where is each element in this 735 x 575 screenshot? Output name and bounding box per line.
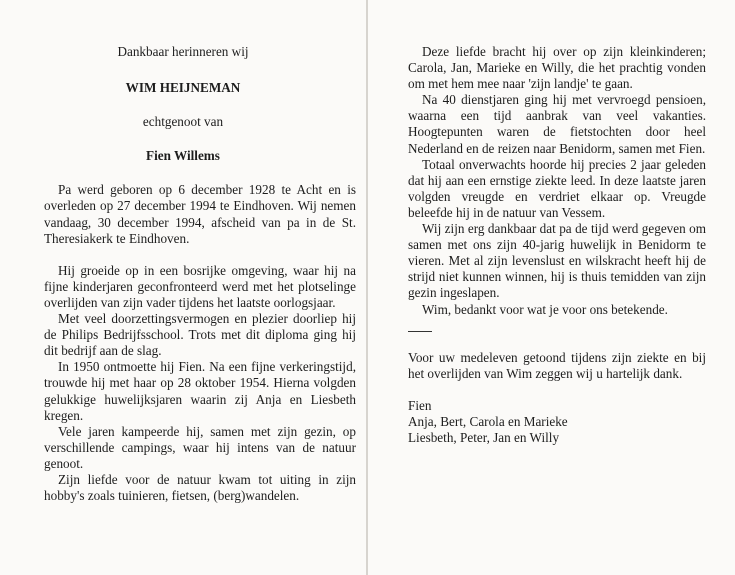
left-page-text bbox=[44, 44, 356, 504]
signature-line: Anja, Bert, Carola en Marieke bbox=[408, 413, 568, 429]
paragraph-birth-death: Pa werd geboren op 6 december 1928 te Acht en is overleden op 27 december 1994 te Eindhoven. Wij nemen vandaag, 30 december 1994, afscheid van pa in de St. Theresiakerk te Eindhoven. bbox=[44, 182, 356, 246]
paragraph-camping: Vele jaren kampeerde hij, samen met zijn gezin, op verschillende campings, waar hij intens van de natuur genoot. bbox=[44, 423, 356, 471]
right-page bbox=[368, 0, 735, 575]
paragraph-youth: Hij groeide op in een bosrijke omgeving, waar hij na fijne kinderjaren geconfronteerd werd met het plotselinge overlijden van zijn vader tijdens het laatste oorlogsjaar. bbox=[44, 262, 356, 310]
paragraph-retirement: Na 40 dienstjaren ging hij met vervroegd pensioen, waarna een tijd aanbrak van veel vakanties. Hoogtepunten waren de fietstochten door heel Nederland en de reizen naar Benidorm, samen met Fien. bbox=[408, 92, 706, 156]
left-page bbox=[0, 0, 366, 575]
intro-line: Dankbaar herinneren wij bbox=[117, 44, 249, 59]
paragraph-farewell: Wim, bedankt voor wat je voor ons betekende. bbox=[422, 301, 668, 317]
spouse-label: echtgenoot van bbox=[142, 114, 224, 130]
right-page-text bbox=[408, 44, 706, 446]
paragraph-gratitude: Wij zijn erg dankbaar dat pa de tijd werd gegeven om samen met ons zijn 40-jarig huwelijk in Benidorm te vieren. Met al zijn levenslust en wilskracht heeft hij de strijd niet kunnen winnen, hij is thuis temidden van zijn gezin ingeslapen. bbox=[408, 221, 706, 301]
signature-line: Liesbeth, Peter, Jan en Willy bbox=[408, 429, 560, 445]
paragraph-hobbies: Zijn liefde voor de natuur kwam tot uiting in zijn hobby's zoals tuinieren, fietsen, (berg)wandelen. bbox=[44, 471, 356, 504]
thanks-paragraph: Voor uw medeleven getoond tijdens zijn ziekte en bij het overlijden van Wim zeggen wij u hartelijk dank. bbox=[408, 349, 706, 381]
signature-line: Fien bbox=[408, 397, 432, 413]
paragraph-grandchildren: Deze liefde bracht hij over op zijn kleinkinderen; Carola, Jan, Marieke en Willy, die het prachtig vonden om met hem mee naar 'zijn landje' te gaan. bbox=[408, 44, 706, 92]
paragraph-marriage: In 1950 ontmoette hij Fien. Na een fijne verkeringstijd, trouwde hij met haar op 28 oktober 1954. Hierna volgden gelukkige huwelijksjaren waarin zij Anja en Liesbeth kregen. bbox=[44, 359, 356, 423]
spouse-name: Fien Willems bbox=[146, 148, 220, 164]
paragraph-school: Met veel doorzettingsvermogen en plezier doorliep hij de Philips Bedrijfsschool. Trots met dit diploma ging hij dit bedrijf aan de slag. bbox=[44, 311, 356, 359]
paragraph-illness: Totaal onverwachts hoorde hij precies 2 jaar geleden dat hij aan een ernstige ziekte leed. In deze laatste jaren volgden vreugde en verdriet elkaar op. Vreugde beleefde hij in de natuur van Vessem. bbox=[408, 156, 706, 220]
deceased-name: WIM HEIJNEMAN bbox=[125, 80, 241, 96]
